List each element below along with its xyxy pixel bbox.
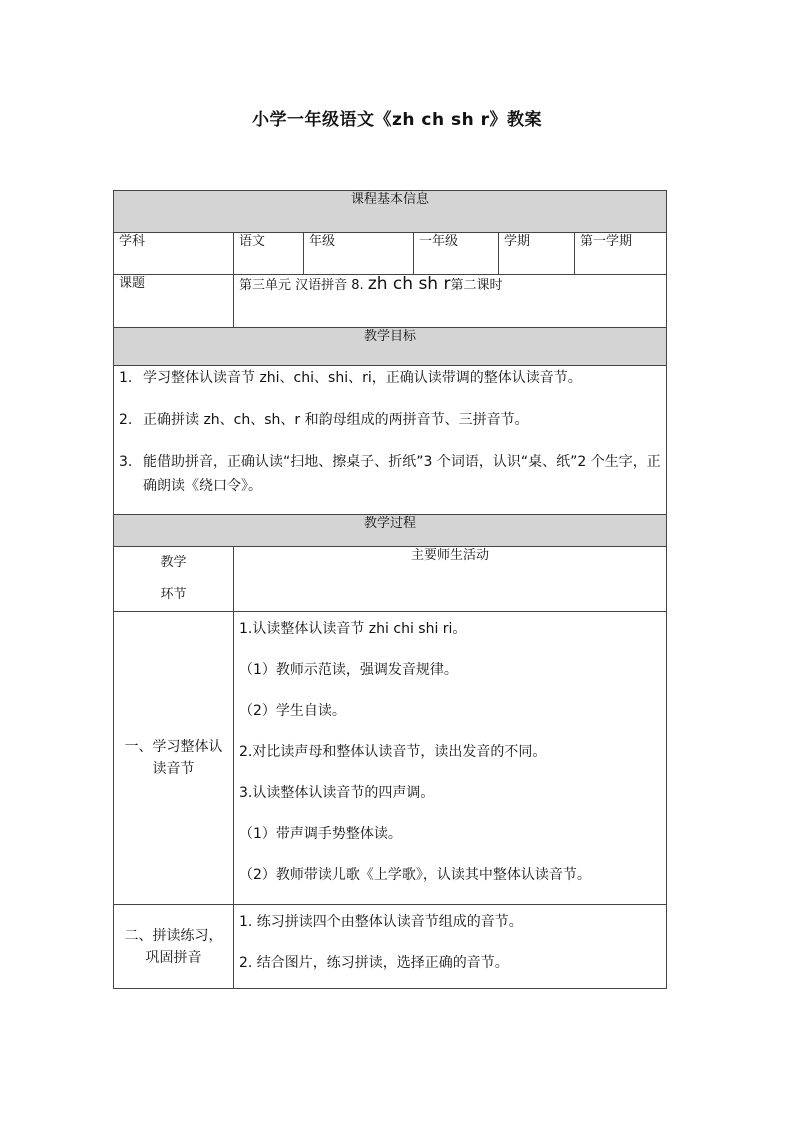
stage-row — [114, 612, 667, 905]
goal-number: 1. — [119, 370, 133, 386]
topic-row — [114, 275, 667, 328]
activity-item: 1.认读整体认读音节 zhi chi shi ri。 — [239, 621, 467, 637]
activity-item: （1）教师示范读，强调发音规律。 — [239, 662, 458, 678]
activity-column-header: 主要师生活动 — [234, 547, 667, 612]
stage-row — [114, 905, 667, 989]
goals-header-row — [114, 328, 667, 366]
goal-text: 正确拼读 zh、ch、sh、r 和韵母组成的两拼音节、三拼音节。 — [143, 412, 529, 428]
goals-header: 教学目标 — [114, 328, 667, 366]
basic-info-header: 课程基本信息 — [114, 191, 667, 233]
goal-number: 2. — [119, 412, 133, 428]
term-value: 第一学期 — [575, 233, 667, 275]
subject-value: 语文 — [234, 233, 304, 275]
basic-info-row — [114, 233, 667, 275]
activity-item: 2. 结合图片，练习拼读，选择正确的音节。 — [239, 955, 509, 971]
topic-pinyin: zh ch sh r — [367, 274, 451, 294]
document-title: 小学一年级语文《zh ch sh r》教案 — [251, 110, 543, 130]
stage-activities — [234, 905, 667, 989]
grade-value: 一年级 — [414, 233, 499, 275]
grade-label: 年级 — [304, 233, 414, 275]
goals-row — [114, 366, 667, 515]
lesson-plan-table — [113, 190, 667, 989]
goal-item — [119, 408, 661, 432]
stage-column-line1: 教学 — [160, 555, 187, 570]
topic-label: 课题 — [114, 275, 234, 328]
stage-column-line2: 环节 — [160, 587, 187, 602]
topic-suffix: 第二课时 — [450, 278, 503, 293]
stage-column-header — [114, 547, 234, 612]
activity-item: （1）带声调手势整体读。 — [239, 826, 402, 842]
stage-name: 一、学习整体认读音节 — [114, 612, 234, 905]
activity-item: 1. 练习拼读四个由整体认读音节组成的音节。 — [239, 914, 523, 930]
goal-item — [119, 366, 661, 390]
goal-text: 学习整体认读音节 zhi、chi、shi、ri，正确认读带调的整体认读音节。 — [143, 370, 582, 386]
process-header: 教学过程 — [114, 515, 667, 547]
goal-item — [119, 450, 661, 498]
stage-activities — [234, 612, 667, 905]
goals-list — [114, 366, 667, 515]
topic-value — [234, 275, 667, 328]
goal-text: 能借助拼音，正确认读“扫地、擦桌子、折纸”3 个词语，认识“桌、纸”2 个生字，正确朗读《绕口令》。 — [143, 454, 661, 494]
activity-item: （2）教师带读儿歌《上学歌》，认读其中整体认读音节。 — [239, 867, 591, 883]
activity-item: 3.认读整体认读音节的四声调。 — [239, 785, 435, 801]
goal-number: 3. — [119, 454, 133, 470]
topic-prefix: 第三单元 汉语拼音 8. — [239, 278, 364, 293]
subject-label: 学科 — [114, 233, 234, 275]
activity-item: 2.对比读声母和整体认读音节，读出发音的不同。 — [239, 744, 547, 760]
stage-name: 二、拼读练习，巩固拼音 — [114, 905, 234, 989]
process-header-row — [114, 515, 667, 547]
term-label: 学期 — [499, 233, 575, 275]
process-columns-row — [114, 547, 667, 612]
activity-item: （2）学生自读。 — [239, 703, 346, 719]
basic-info-header-row — [114, 191, 667, 233]
